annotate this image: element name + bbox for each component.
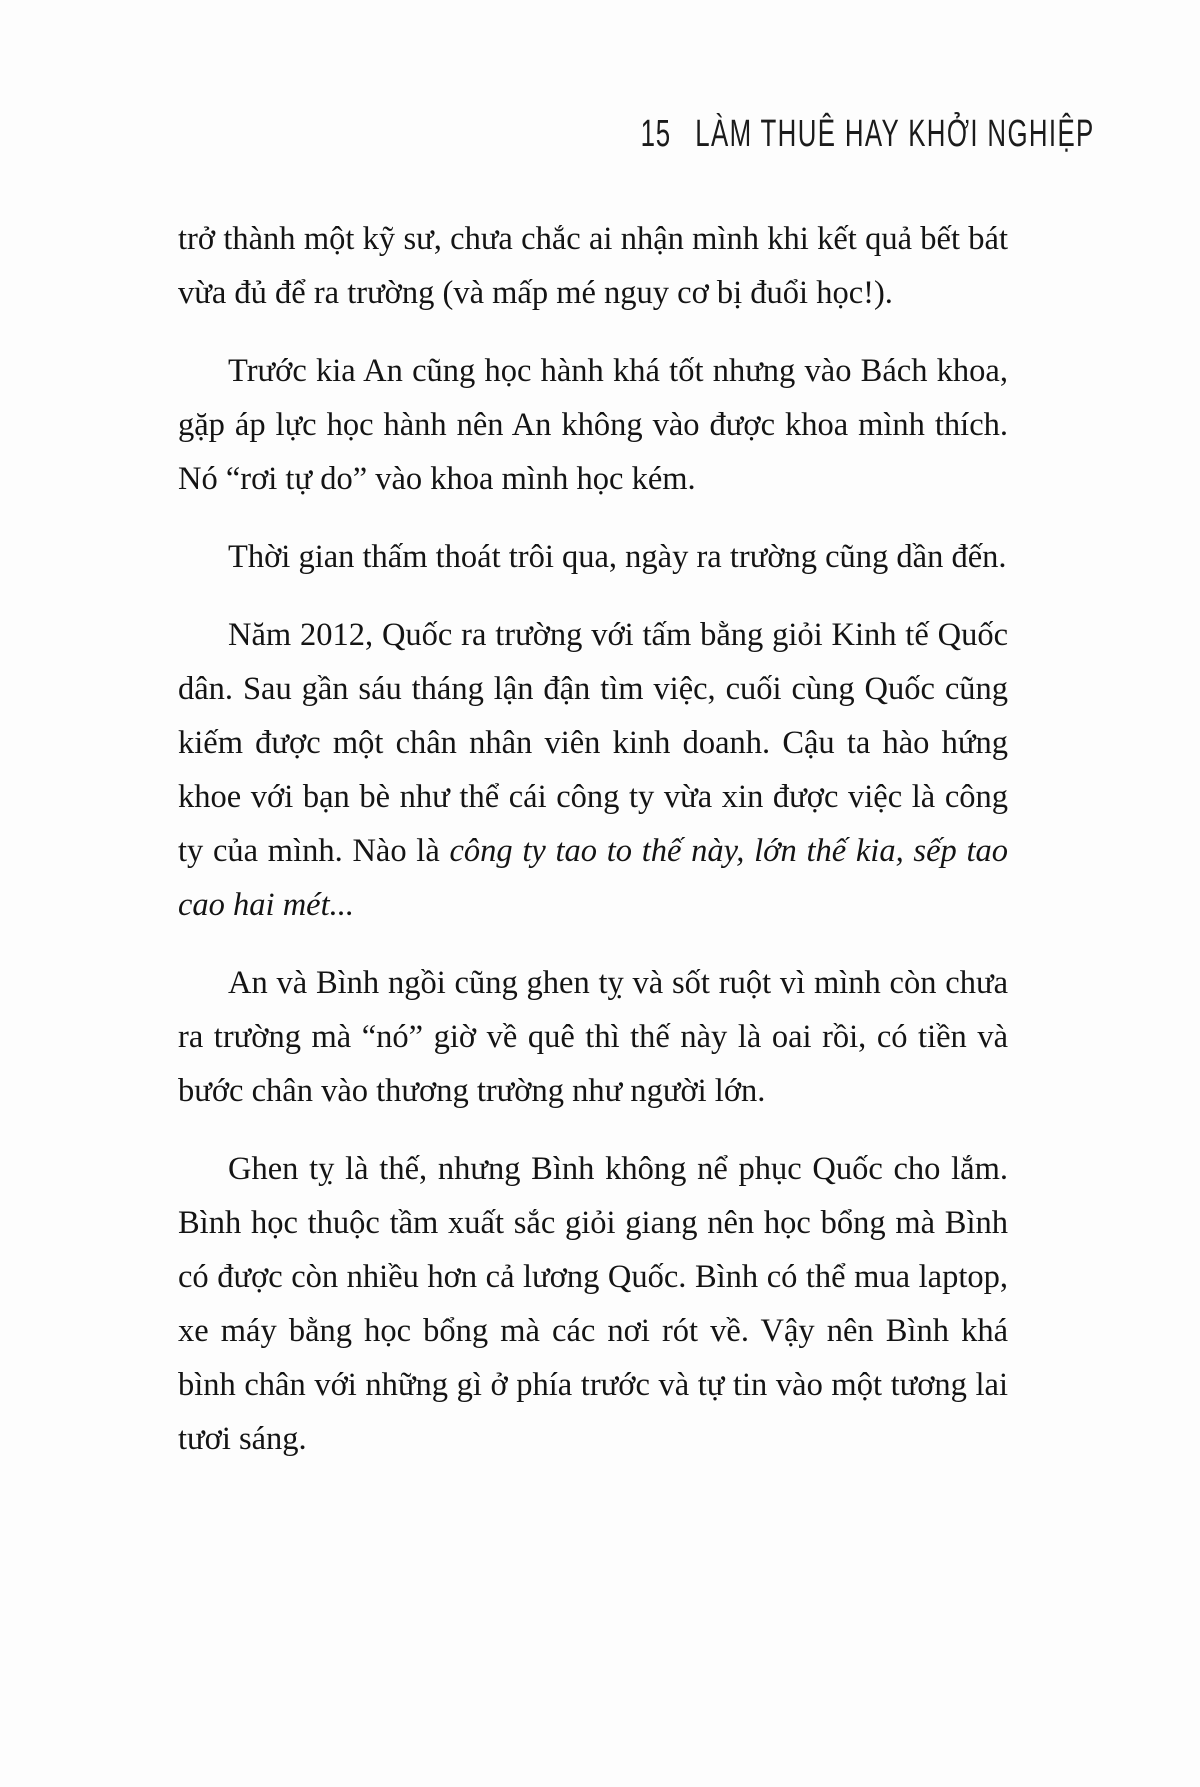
running-title: LÀM THUÊ HAY KHỞI NGHIỆP	[695, 113, 1095, 155]
page-body	[178, 212, 1008, 1490]
text-segment: trở thành một kỹ sư, chưa chắc ai nhận mình khi kết quả bết bát vừa đủ để ra trường (và mấp mé nguy cơ bị đuổi học!).	[178, 221, 1008, 311]
text-segment: Trước kia An cũng học hành khá tốt nhưng vào Bách khoa, gặp áp lực học hành nên An không vào được khoa mình thích. Nó “rơi tự do” vào khoa mình học kém.	[178, 353, 1008, 497]
text-segment: Năm 2012, Quốc ra trường với tấm bằng giỏi Kinh tế Quốc dân. Sau gần sáu tháng lận đận tìm việc, cuối cùng Quốc cũng kiếm được một chân nhân viên kinh doanh. Cậu ta hào hứng khoe với bạn bè như thể cái công ty vừa xin được việc là công ty của mình. Nào là	[178, 617, 1008, 869]
paragraph	[178, 608, 1008, 932]
italic-text-segment: công ty tao to thế này, lớn thế kia, sếp tao cao hai mét...	[178, 833, 1008, 923]
page-number: 15	[640, 113, 672, 155]
paragraph	[178, 530, 1008, 584]
text-segment: An và Bình ngồi cũng ghen tỵ và sốt ruột vì mình còn chưa ra trường mà “nó” giờ về quê thì thế này là oai rồi, có tiền và bước chân vào thương trường như người lớn.	[178, 965, 1008, 1109]
text-segment: Thời gian thấm thoát trôi qua, ngày ra trường cũng dần đến.	[228, 539, 1007, 575]
text-segment: Ghen tỵ là thế, nhưng Bình không nể phục Quốc cho lắm. Bình học thuộc tầm xuất sắc giỏi giang nên học bổng mà Bình có được còn nhiều hơn cả lương Quốc. Bình có thể mua laptop, xe máy bằng học bổng mà các nơi rót về. Vậy nên Bình khá bình chân với những gì ở phía trước và tự tin vào một tương lai tươi sáng.	[178, 1151, 1008, 1457]
paragraph	[178, 956, 1008, 1118]
paragraph	[178, 1142, 1008, 1466]
paragraph	[178, 344, 1008, 506]
running-header	[641, 112, 1095, 156]
paragraph	[178, 212, 1008, 320]
